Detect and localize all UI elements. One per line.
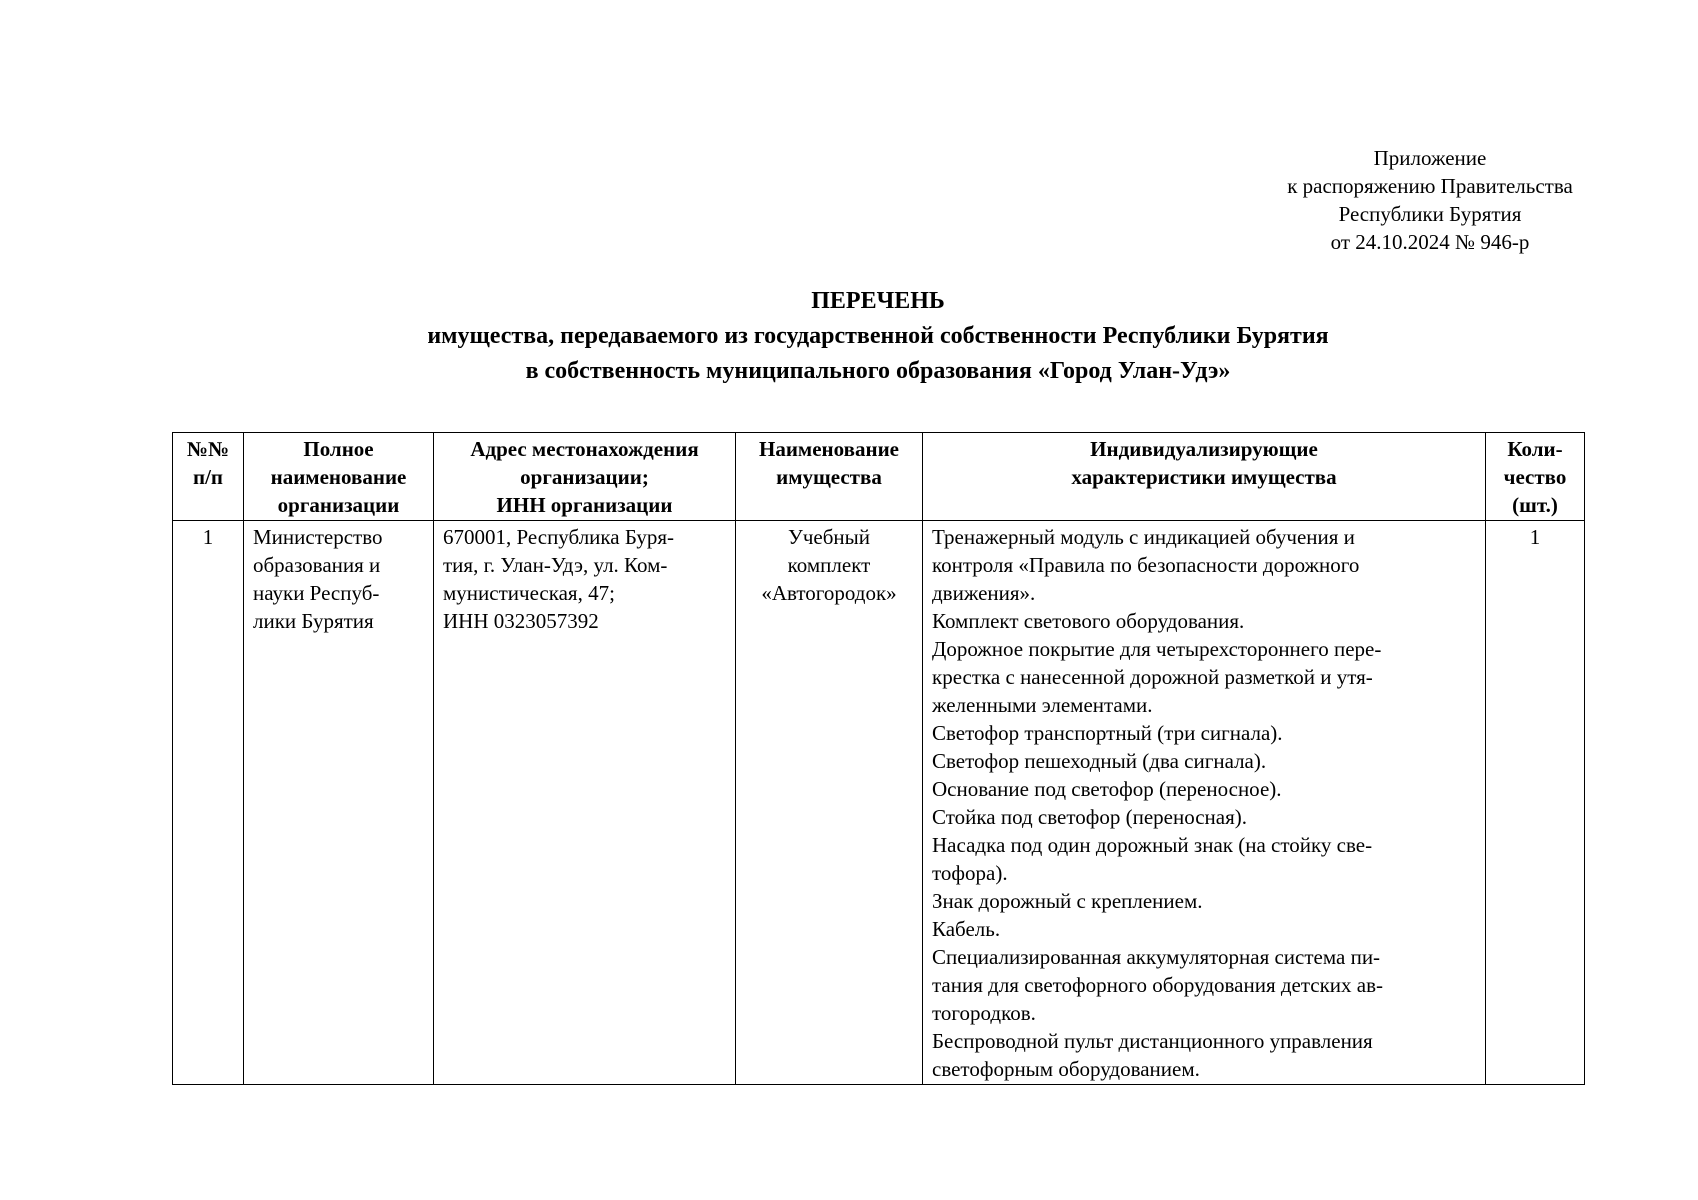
appendix-line: Приложение — [1373, 146, 1487, 170]
header-text: характеристики имущества — [1071, 465, 1337, 489]
cell-line: тофора). — [932, 861, 1008, 885]
header-address — [434, 433, 736, 521]
cell-line: движения». — [932, 581, 1036, 605]
cell-line: контроля «Правила по безопасности дорожного — [932, 553, 1360, 577]
appendix-line: от 24.10.2024 № 946-р — [1330, 230, 1530, 254]
cell-line: тания для светофорного оборудования детских ав- — [932, 973, 1384, 997]
cell-line: комплект — [787, 553, 871, 577]
cell-line: Специализированная аккумуляторная система пи- — [932, 945, 1381, 969]
cell-line: лики Бурятия — [253, 609, 374, 633]
header-text: ИНН организации — [496, 493, 673, 517]
header-org-name — [244, 433, 434, 521]
header-text: Адрес местонахождения — [470, 437, 699, 461]
title-heading: ПЕРЕЧЕНЬ — [811, 288, 945, 314]
cell-characteristics — [923, 521, 1486, 1085]
cell-line: Насадка под один дорожный знак (на стойку све- — [932, 833, 1373, 857]
table-header-row — [173, 433, 1585, 521]
cell-line: Комплект светового оборудования. — [932, 609, 1245, 633]
cell-line: Основание под светофор (переносное). — [932, 777, 1282, 801]
header-text: Коли- — [1507, 437, 1563, 461]
header-text: п/п — [192, 465, 224, 489]
cell-line: Знак дорожный с креплением. — [932, 889, 1203, 913]
cell-num: 1 — [173, 521, 244, 1085]
document-title — [172, 284, 1584, 389]
cell-line: науки Респуб- — [253, 581, 380, 605]
header-text: Полное — [303, 437, 374, 461]
cell-line: ИНН 0323057392 — [443, 609, 599, 633]
title-line: имущества, передаваемого из государственной собственности Республики Бурятия — [427, 323, 1329, 349]
header-text: Индивидуализирующие — [1090, 437, 1318, 461]
cell-line: мунистическая, 47; — [443, 581, 615, 605]
cell-quantity: 1 — [1486, 521, 1585, 1085]
header-quantity — [1486, 433, 1585, 521]
header-text: наименование — [270, 465, 407, 489]
cell-line: Министерство — [253, 525, 383, 549]
cell-line: Кабель. — [932, 917, 1001, 941]
header-characteristics — [923, 433, 1486, 521]
cell-line: тогородков. — [932, 1001, 1036, 1025]
header-text: №№ — [186, 437, 230, 461]
cell-line: тия, г. Улан-Удэ, ул. Ком- — [443, 553, 668, 577]
cell-address — [434, 521, 736, 1085]
cell-line: крестка с нанесенной дорожной разметкой и утя- — [932, 665, 1373, 689]
cell-line: светофорным оборудованием. — [932, 1057, 1200, 1081]
header-property — [736, 433, 923, 521]
header-text: Наименование — [759, 437, 899, 461]
cell-line: 670001, Республика Буря- — [443, 525, 675, 549]
cell-line: образования и — [253, 553, 381, 577]
header-text: организации; — [520, 465, 649, 489]
header-text: (шт.) — [1512, 493, 1558, 517]
cell-line: «Автогородок» — [761, 581, 897, 605]
property-table — [172, 432, 1585, 1085]
header-text: чество — [1503, 465, 1567, 489]
cell-line: Учебный — [787, 525, 871, 549]
cell-line: Беспроводной пульт дистанционного управления — [932, 1029, 1373, 1053]
cell-line: Светофор пешеходный (два сигнала). — [932, 749, 1267, 773]
header-text: имущества — [776, 465, 882, 489]
title-line: в собственность муниципального образования «Город Улан-Удэ» — [525, 358, 1231, 384]
cell-line: Светофор транспортный (три сигнала). — [932, 721, 1283, 745]
cell-property — [736, 521, 923, 1085]
cell-org-name — [244, 521, 434, 1085]
cell-line: желенными элементами. — [932, 693, 1153, 717]
appendix-line: Республики Бурятия — [1338, 202, 1522, 226]
cell-line: Стойка под светофор (переносная). — [932, 805, 1247, 829]
cell-line: Тренажерный модуль с индикацией обучения и — [932, 525, 1355, 549]
appendix-line: к распоряжению Правительства — [1287, 174, 1573, 198]
header-text: организации — [277, 493, 400, 517]
cell-line: Дорожное покрытие для четырехстороннего пере- — [932, 637, 1382, 661]
header-num — [173, 433, 244, 521]
appendix-block — [1240, 144, 1620, 256]
table-row — [173, 521, 1585, 1085]
